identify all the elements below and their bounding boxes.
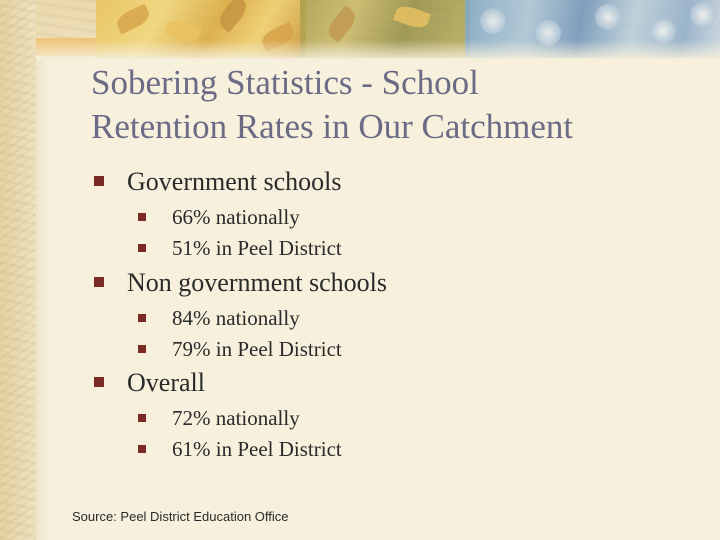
left-edge-shade [36, 60, 50, 540]
sub-bullet [138, 306, 300, 331]
sub-bullet [138, 406, 300, 431]
square-bullet-icon [94, 377, 104, 387]
sub-bullet-text: 66% nationally [172, 205, 300, 229]
title-line-2: Retention Rates in Our Catchment [91, 107, 574, 146]
source-note: Source: Peel District Education Office [72, 509, 289, 524]
sub-bullet-text: 51% in Peel District [172, 236, 342, 260]
sub-bullet [138, 337, 342, 362]
square-bullet-icon [138, 445, 146, 453]
bullet-text: Non government schools [127, 268, 387, 297]
sub-bullet-text: 84% nationally [172, 306, 300, 330]
sub-bullet [138, 236, 342, 261]
bullet-text: Government schools [127, 167, 342, 196]
bullet-government-schools [94, 167, 341, 197]
sub-bullet-text: 72% nationally [172, 406, 300, 430]
bullet-overall [94, 368, 205, 398]
square-bullet-icon [94, 176, 104, 186]
title-line-1: Sobering Statistics - School [91, 63, 479, 102]
square-bullet-icon [138, 213, 146, 221]
slide-title [91, 61, 691, 149]
sub-bullet [138, 205, 300, 230]
square-bullet-icon [94, 277, 104, 287]
bullet-text: Overall [127, 368, 205, 397]
header-decoration [0, 0, 720, 60]
square-bullet-icon [138, 244, 146, 252]
square-bullet-icon [138, 414, 146, 422]
square-bullet-icon [138, 345, 146, 353]
sub-bullet [138, 437, 342, 462]
sub-bullet-text: 61% in Peel District [172, 437, 342, 461]
square-bullet-icon [138, 314, 146, 322]
left-parchment-strip [0, 0, 36, 540]
bullet-non-government-schools [94, 268, 387, 298]
sub-bullet-text: 79% in Peel District [172, 337, 342, 361]
